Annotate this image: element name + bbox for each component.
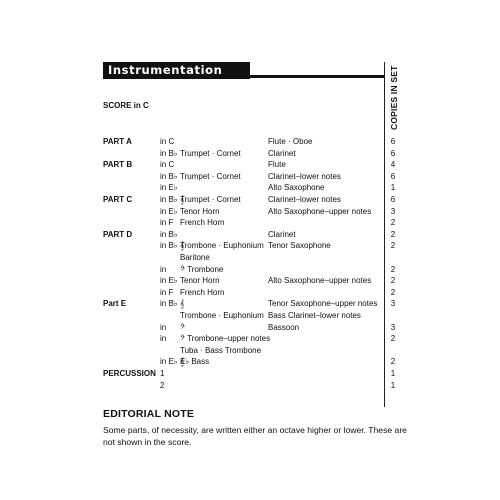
table-row xyxy=(0,322,500,334)
table-row xyxy=(0,206,500,218)
key-label: in xyxy=(160,264,167,274)
alt-instrument-label: Flute · Oboe xyxy=(268,137,313,146)
key-label: in B♭ 𝄞 xyxy=(160,241,185,251)
table-row xyxy=(0,194,500,206)
copies-count: 6 xyxy=(390,148,396,158)
table-row xyxy=(0,252,500,264)
key-label: in F xyxy=(160,287,174,297)
alt-instrument-label: Clarinet–lower notes xyxy=(268,195,341,204)
table-row xyxy=(0,345,500,357)
copies-count: 2 xyxy=(390,241,396,251)
instrument-label: 𝄢 Trombone–upper notes xyxy=(180,334,271,344)
instrument-label: 𝄢 xyxy=(180,322,186,332)
key-label: in C xyxy=(160,137,175,146)
key-label: in E♭ xyxy=(160,276,178,286)
key-label: in xyxy=(160,334,167,344)
table-row xyxy=(0,148,500,160)
copies-count: 3 xyxy=(390,206,396,216)
copies-count: 2 xyxy=(390,276,396,286)
instrumentation-heading: Instrumentation xyxy=(103,62,250,79)
alt-instrument-label: Tenor Saxophone xyxy=(268,241,331,251)
instrument-label: Tuba · Bass Trombone xyxy=(180,345,262,355)
instrument-label: Trumpet · Cornet xyxy=(180,195,241,204)
instrument-label: Tenor Horn xyxy=(180,206,220,216)
copies-count: 2 xyxy=(390,334,396,344)
copies-count: 1 xyxy=(390,380,396,390)
table-row xyxy=(0,136,500,148)
instrument-label: French Horn xyxy=(180,287,225,297)
copies-count: 6 xyxy=(390,171,396,181)
key-label: 2 xyxy=(160,380,165,390)
key-label: in F xyxy=(160,218,174,228)
table-row xyxy=(0,356,500,368)
key-label: in xyxy=(160,322,167,332)
instrument-label: Baritone xyxy=(180,253,210,262)
table-row xyxy=(0,171,500,183)
copies-count: 4 xyxy=(390,160,396,170)
part-label: PART D xyxy=(103,229,133,239)
alt-instrument-label: Clarinet–lower notes xyxy=(268,171,341,181)
table-row xyxy=(0,275,500,287)
alt-instrument-label: Bassoon xyxy=(268,322,300,332)
table-row xyxy=(0,229,500,241)
heading-rule xyxy=(250,75,385,78)
key-label: in E♭ 𝄞 xyxy=(160,357,185,367)
instrument-label: Trumpet · Cornet xyxy=(180,148,241,158)
alt-instrument-label: Clarinet xyxy=(268,148,296,158)
alt-instrument-label: Alto Saxophone–upper notes xyxy=(268,276,372,286)
part-label: PERCUSSION xyxy=(103,369,156,378)
copies-count: 2 xyxy=(390,229,396,239)
key-label: in E♭ xyxy=(160,206,178,216)
alt-instrument-label: Alto Saxophone–upper notes xyxy=(268,206,372,216)
key-label: in B♭ xyxy=(160,229,178,239)
editorial-note-title: EDITORIAL NOTE xyxy=(103,408,195,420)
key-label: in B♭ 𝄞 xyxy=(160,299,185,309)
table-row xyxy=(0,368,500,380)
table-row xyxy=(0,217,500,229)
copies-count: 1 xyxy=(390,369,396,378)
copies-count: 3 xyxy=(390,322,396,332)
copies-count: 1 xyxy=(390,183,396,193)
instrument-label: E♭ Bass xyxy=(180,357,210,367)
score-label: SCORE in C xyxy=(103,101,149,110)
instrument-label: Trombone · Euphonium xyxy=(180,311,264,320)
key-label: in B♭ xyxy=(160,171,178,181)
copies-count: 3 xyxy=(390,299,396,309)
key-label: 1 xyxy=(160,369,165,378)
instrument-label: Trombone · Euphonium xyxy=(180,241,264,251)
alt-instrument-label: Clarinet xyxy=(268,229,296,239)
copies-count: 2 xyxy=(390,357,396,367)
alt-instrument-label: Alto Saxophone xyxy=(268,183,325,193)
part-label: PART B xyxy=(103,160,133,170)
instrument-label: Tenor Horn xyxy=(180,276,220,286)
key-label: in C xyxy=(160,160,175,170)
table-row xyxy=(0,333,500,345)
copies-count: 2 xyxy=(390,287,396,297)
alt-instrument-label: Bass Clarinet–lower notes xyxy=(268,311,361,320)
part-label: PART A xyxy=(103,137,132,146)
key-label: in B♭ xyxy=(160,148,178,158)
table-row xyxy=(0,240,500,252)
editorial-note-text: Some parts, of necessity, are written either an octave higher or lower. These are not shown in the score. xyxy=(103,425,407,447)
copies-count: 2 xyxy=(390,218,396,228)
part-label: PART C xyxy=(103,195,133,204)
instrument-label: 𝄢 Trombone xyxy=(180,264,224,274)
table-row xyxy=(0,264,500,276)
key-label: in B♭ 𝄞 xyxy=(160,195,185,204)
table-row xyxy=(0,159,500,171)
part-label: Part E xyxy=(103,299,127,309)
copies-count: 2 xyxy=(390,264,396,274)
copies-count: 6 xyxy=(390,195,396,204)
key-label: in E♭ xyxy=(160,183,178,193)
table-row xyxy=(0,380,500,392)
table-row xyxy=(0,287,500,299)
table-row xyxy=(0,298,500,310)
copies-count: 6 xyxy=(390,137,396,146)
instrument-label: Trumpet · Cornet xyxy=(180,171,241,181)
copies-in-set-header: COPIES IN SET xyxy=(389,65,399,130)
instrument-label: French Horn xyxy=(180,218,225,228)
alt-instrument-label: Tenor Saxophone–upper notes xyxy=(268,299,378,309)
table-row xyxy=(0,310,500,322)
table-row xyxy=(0,182,500,194)
alt-instrument-label: Flute xyxy=(268,160,286,170)
